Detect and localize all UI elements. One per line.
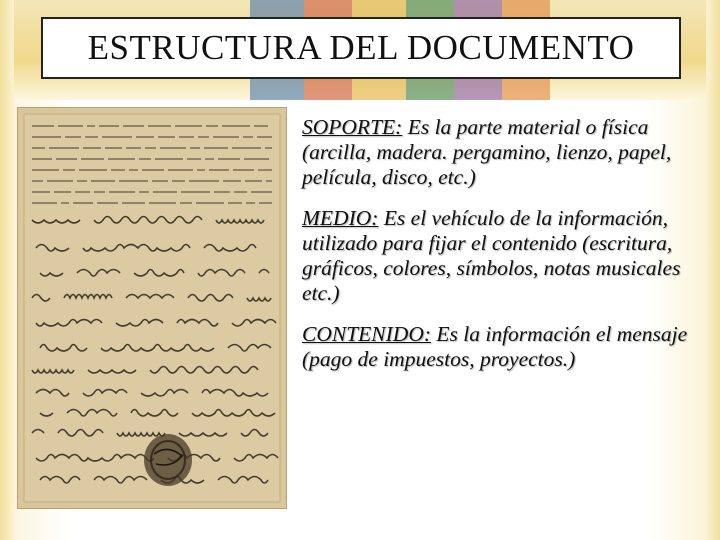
- definition-medio: [302, 206, 702, 306]
- definition-soporte: [302, 115, 702, 190]
- definition-text: Es la información el mensaje (pago de impuestos, proyectos.): [302, 322, 688, 371]
- title-box: [41, 17, 681, 79]
- term-label: MEDIO:: [302, 206, 379, 230]
- definition-contenido: [302, 322, 702, 372]
- definition-text: Es el vehículo de la información, utilizado para fijar el contenido (escritura, gráficos, colores, símbolos, notas musicales etc.): [302, 206, 681, 305]
- manuscript-document-icon: [18, 108, 286, 508]
- right-border-decoration: [706, 0, 720, 540]
- left-border-decoration: [0, 0, 14, 540]
- term-label: CONTENIDO:: [302, 322, 432, 346]
- definitions-list: [302, 115, 702, 388]
- slide-title: ESTRUCTURA DEL DOCUMENTO: [87, 28, 635, 67]
- term-label: SOPORTE:: [302, 115, 403, 139]
- definition-text: Es la parte material o física (arcilla, madera. pergamino, lienzo, papel, película, disco, etc.): [302, 115, 672, 189]
- manuscript-image: [17, 107, 287, 509]
